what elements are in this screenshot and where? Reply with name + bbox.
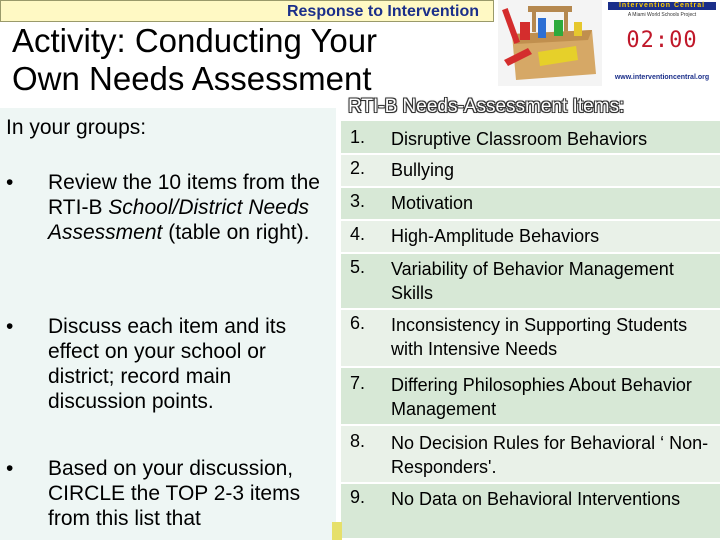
toolbox-image — [498, 0, 602, 86]
item-text: Motivation — [391, 193, 474, 213]
table-row — [341, 221, 720, 254]
table-row — [341, 121, 720, 155]
table-row — [341, 188, 720, 221]
item-number: 1. — [350, 127, 366, 147]
item-text: Disruptive Classroom Behaviors — [391, 129, 648, 149]
item-text: Differing Philosophies About Behavior Management — [391, 375, 692, 419]
instructions-panel — [0, 108, 336, 540]
table-heading: RTI-B Needs-Assessment Items: — [348, 96, 625, 117]
item-number: 6. — [350, 313, 366, 333]
toolbox-icon — [498, 0, 602, 86]
title-line-2: Own Needs Assessment — [12, 60, 372, 97]
item-text: No Data on Behavioral Interventions — [391, 489, 681, 509]
item-text: High-Amplitude Behaviors — [391, 226, 600, 246]
bullet-symbol: • — [6, 315, 14, 338]
item-text: Inconsistency in Supporting Students with Intensive Needs — [391, 315, 688, 359]
bullet-symbol: • — [6, 457, 14, 480]
item-text: Variability of Behavior Management Skills — [391, 259, 674, 303]
table-row — [341, 310, 720, 368]
item-text: Bullying — [391, 160, 455, 180]
table-row — [341, 155, 720, 188]
item-number: 4. — [350, 224, 366, 244]
countdown-timer — [604, 0, 720, 86]
timer-tagline: A Miami World Schools Project — [627, 12, 697, 18]
instruction-text: Discuss each item and its effect on your school or district; record main discussion points. — [48, 315, 287, 413]
item-number: 8. — [350, 431, 366, 451]
instruction-text: Review the 10 items from the RTI-B School/District Needs Assessment (table on right). — [48, 171, 320, 244]
bullet-symbol: • — [6, 171, 14, 194]
title-line-1: Activity: Conducting Your — [12, 22, 378, 59]
item-text: No Decision Rules for Behavioral ‘ Non-Responders'. — [391, 433, 709, 477]
footer-logo-fragment — [332, 522, 342, 540]
timer-brand: Intervention Central — [608, 2, 716, 10]
item-number: 7. — [350, 373, 366, 393]
item-number: 5. — [350, 257, 366, 277]
table-row — [341, 426, 720, 484]
instructions-intro: In your groups: — [6, 116, 147, 139]
item-number: 3. — [350, 191, 366, 211]
table-row — [341, 254, 720, 310]
slide-title — [12, 22, 377, 98]
instruction-text: Based on your discussion, CIRCLE the TOP 2-3 items from this list that — [48, 457, 301, 530]
timer-url: www.interventioncentral.org — [614, 74, 710, 81]
table-row — [341, 368, 720, 426]
item-number: 9. — [350, 487, 366, 507]
table-row — [341, 484, 720, 540]
header-banner: Response to Intervention — [0, 0, 494, 22]
timer-display: 02:00 — [626, 28, 698, 53]
item-number: 2. — [350, 158, 366, 178]
